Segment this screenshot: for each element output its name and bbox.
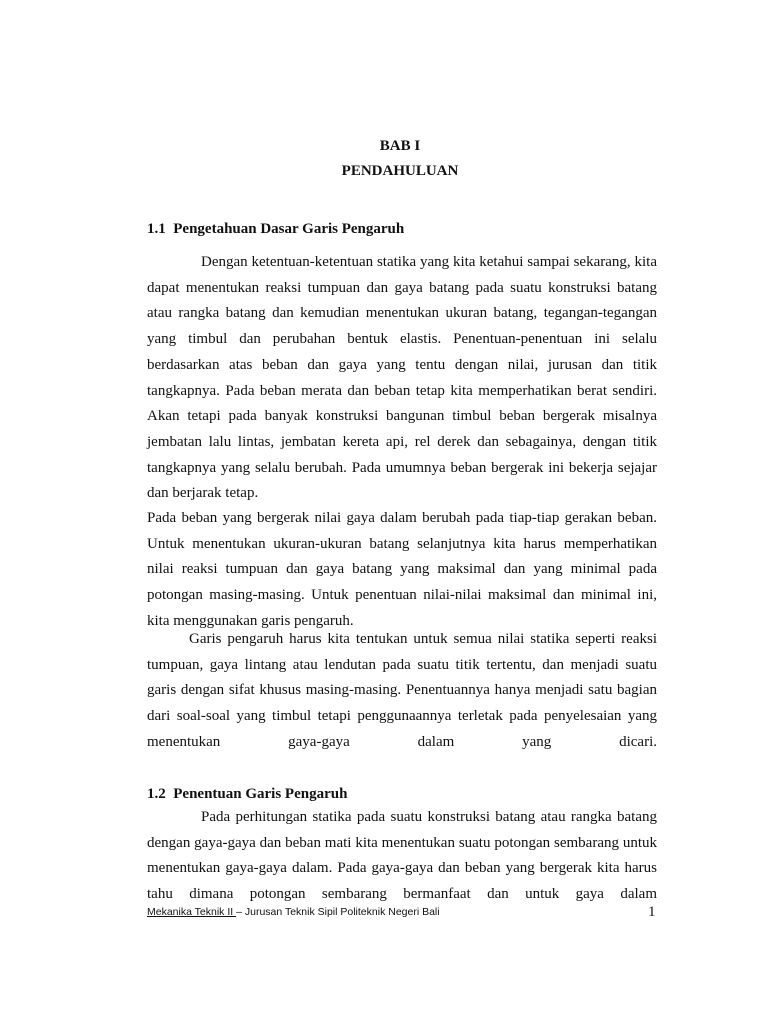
footer-course-title: Mekanika Teknik II [147, 906, 237, 918]
chapter-number: BAB I [379, 138, 421, 154]
section-1-2-paragraph-1: Pada perhitungan statika pada suatu konstruksi batang atau rangka batang dengan gaya-gaya dan beban mati kita menentukan suatu potongan sembarang untuk menentukan gaya-gaya dalam. Pada gaya-gaya dan beban yang bergerak kita harus tahu dimana potongan sembarang bermanfaat dan untuk gaya dalam [147, 809, 657, 903]
section-1-1-heading: 1.1 Pengetahuan Dasar Garis Pengaruh [147, 221, 405, 237]
section-1-1-paragraph-1: Dengan ketentuan-ketentuan statika yang kita ketahui sampai sekarang, kita dapat menentukan reaksi tumpuan dan gaya batang pada suatu konstruksi batang atau rangka batang dan kemudian menentukan ukuran batang, tegangan-tegangan yang timbul dan perubahan bentuk elastis. Penentuan-penentuan ini selalu berdasarkan atas beban dan gaya yang tentu dengan nilai, jurusan dan titik tangkapnya. Pada beban merata dan beban tetap kita memperhatikan berat sendiri. Akan tetapi pada banyak konstruksi bangunan timbul beban bergerak misalnya jembatan lalu lintas, jembatan kereta api, rel derek dan sebagainya, dengan titik tangkapnya yang selalu berubah. Pada umumnya beban bergerak ini bekerja sejajar dan berjarak tetap. [147, 254, 657, 502]
section-1-1-paragraph-2: Pada beban yang bergerak nilai gaya dalam berubah pada tiap-tiap gerakan beban. Untuk menentukan ukuran-ukuran batang selanjutnya kita harus memperhatikan nilai reaksi tumpuan dan gaya batang yang maksimal dan yang minimal pada potongan masing-masing. Untuk penentuan nilai-nilai maksimal dan minimal ini, kita menggunakan garis pengaruh. [147, 510, 657, 629]
page-footer [147, 906, 440, 918]
page-number: 1 [648, 904, 656, 920]
chapter-title: PENDAHULUAN [341, 163, 459, 179]
section-1-2-heading: 1.2 Penentuan Garis Pengaruh [147, 786, 348, 802]
section-1-1-paragraph-3: Garis pengaruh harus kita tentukan untuk semua nilai statika seperti reaksi tumpuan, gaya lintang atau lendutan pada suatu titik tertentu, dan menjadi suatu garis dengan sifat khusus masing-masing. Penentuannya hanya menjadi satu bagian dari soal-soal yang timbul tetapi penggunaannya terletak pada penyelesaian yang menentukan gaya-gaya dalam yang dicari. [147, 631, 657, 750]
footer-institution: – Jurusan Teknik Sipil Politeknik Negeri Bali [236, 906, 440, 918]
